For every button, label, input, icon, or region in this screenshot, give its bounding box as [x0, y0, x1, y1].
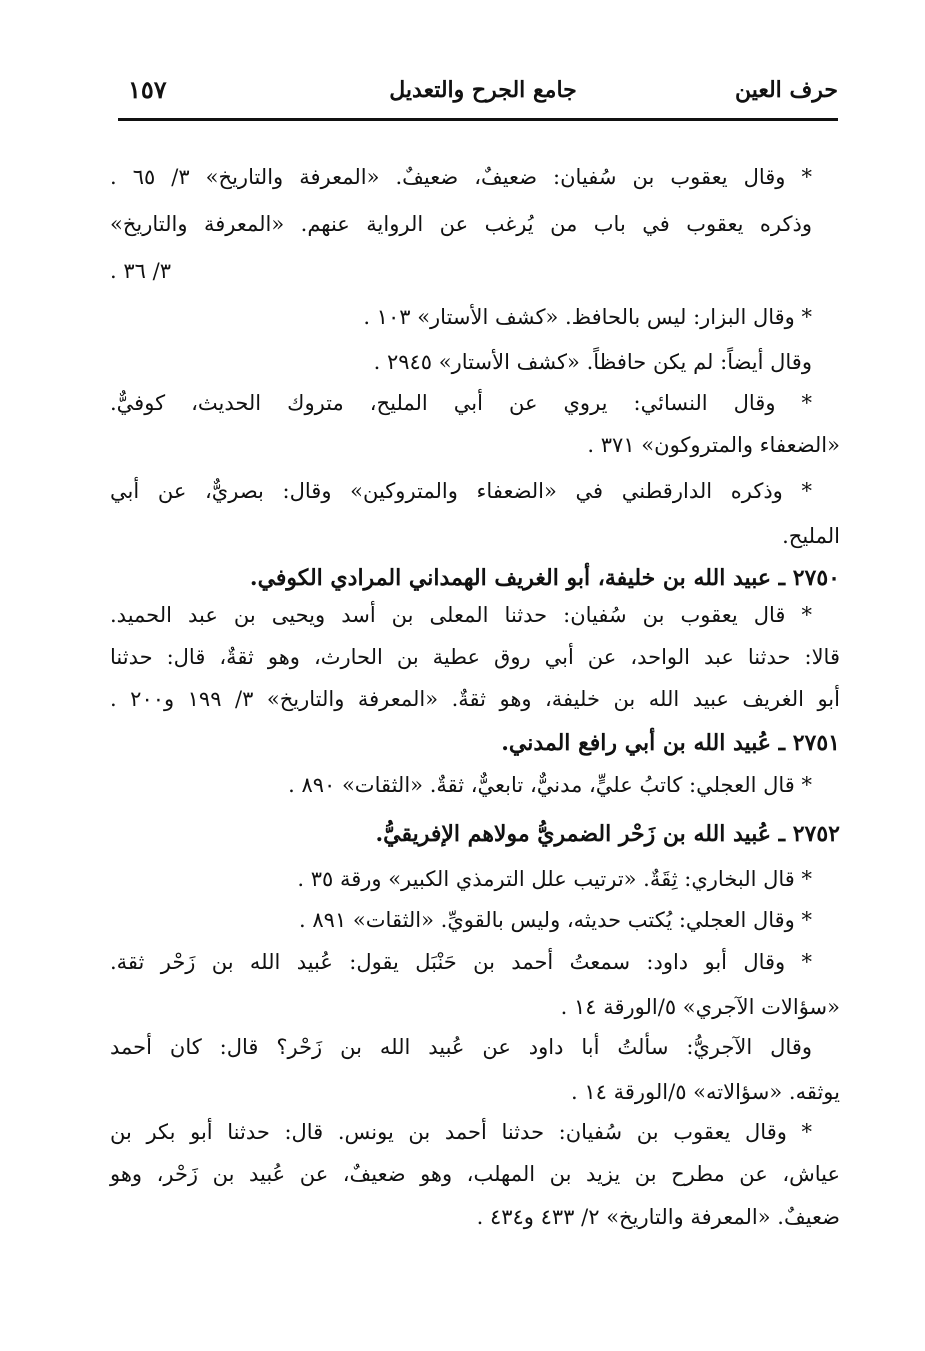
text-line: * قال العجلي: كاتبُ عليٍّ، مدنيٌّ، تابعيٌّ، ثقةٌ. «الثقات» ٨٩٠ . — [288, 773, 812, 797]
text-line: وذكره يعقوب في باب من يُرغب عن الرواية عنهم. «المعرفة والتاريخ» — [110, 212, 812, 236]
entry-heading: ٢٧٥١ ـ عُبيد الله بن أبي رافع المدني. — [501, 730, 840, 756]
text-line: * قال يعقوب بن سُفيان: حدثنا المعلى بن أسد ويحيى بن عبد الحميد. — [110, 603, 812, 627]
text-line: عياش، عن مطرح بن يزيد بن المهلب، وهو ضعيفٌ، عن عُبيد بن زَحْر، وهو — [110, 1162, 840, 1186]
text-line: ٣/ ٣٦ . — [110, 259, 171, 283]
text-line: * وقال النسائي: يروي عن أبي المليح، متروك الحديث، كوفيٌّ. — [110, 391, 812, 415]
entry-heading: ٢٧٥٠ ـ عبيد الله بن خليفة، أبو الغريف الهمداني المرادي الكوفي. — [249, 565, 840, 591]
text-line: * وقال العجلي: يُكتب حديثه، وليس بالقويِّ. «الثقات» ٨٩١ . — [299, 908, 812, 932]
text-line: * وقال يعقوب بن سُفيان: ضعيفٌ، ضعيفٌ. «المعرفة والتاريخ» ٣/ ٦٥ . — [110, 165, 812, 189]
text-line: قالا: حدثنا عبد الواحد، عن أبي روق عطية بن الحارث، وهو ثقةٌ، قال: حدثنا — [110, 645, 840, 669]
text-line: * وذكره الدارقطني في «الضعفاء والمتروكين» وقال: بصريٌّ، عن أبي — [110, 479, 812, 503]
text-line: وقال الآجريُّ: سألتُ أبا داود عن عُبيد الله بن زَحْر؟ قال: كان أحمد — [110, 1035, 812, 1059]
text-line: * قال البخاري: ثِقَةٌ. «ترتيب علل الترمذي الكبير» ورقة ٣٥ . — [297, 867, 812, 891]
section-title: حرف العين — [734, 77, 838, 103]
header-rule — [118, 118, 838, 121]
entry-heading: ٢٧٥٢ ـ عُبيد الله بن زَحْر الضمريُّ مولاهم الإفريقيُّ. — [375, 821, 840, 847]
text-line: ضعيفٌ. «المعرفة والتاريخ» ٢/ ٤٣٣ و٤٣٤ . — [476, 1205, 840, 1229]
text-line: أبو الغريف عبيد الله بن خليفة، وهو ثقةٌ. «المعرفة والتاريخ» ٣/ ١٩٩ و٢٠٠ . — [110, 687, 840, 711]
page-header — [118, 74, 838, 116]
text-line: وقال أيضاً: لم يكن حافظاً. «كشف الأستار» ٢٩٤٥ . — [373, 350, 812, 374]
text-line: * وقال أبو داود: سمعتُ أحمد بن حَنْبَل يقول: عُبيد الله بن زَحْر ثقة. — [110, 950, 813, 974]
page-number: ١٥٧ — [128, 75, 167, 104]
text-line: «الضعفاء والمتروكون» ٣٧١ . — [587, 433, 840, 457]
text-line: يوثقه. «سؤالاته» ٥/الورقة ١٤ . — [571, 1080, 840, 1104]
text-line: * وقال البزار: ليس بالحافظ. «كشف الأستار» ١٠٣ . — [363, 305, 812, 329]
text-line: المليح. — [782, 524, 840, 548]
text-line: «سؤالات الآجري» ٥/الورقة ١٤ . — [560, 995, 840, 1019]
text-line: * وقال يعقوب بن سُفيان: حدثنا أحمد بن يونس. قال: حدثنا أبو بكر بن — [110, 1120, 812, 1144]
book-title: جامع الجرح والتعديل — [389, 77, 577, 103]
